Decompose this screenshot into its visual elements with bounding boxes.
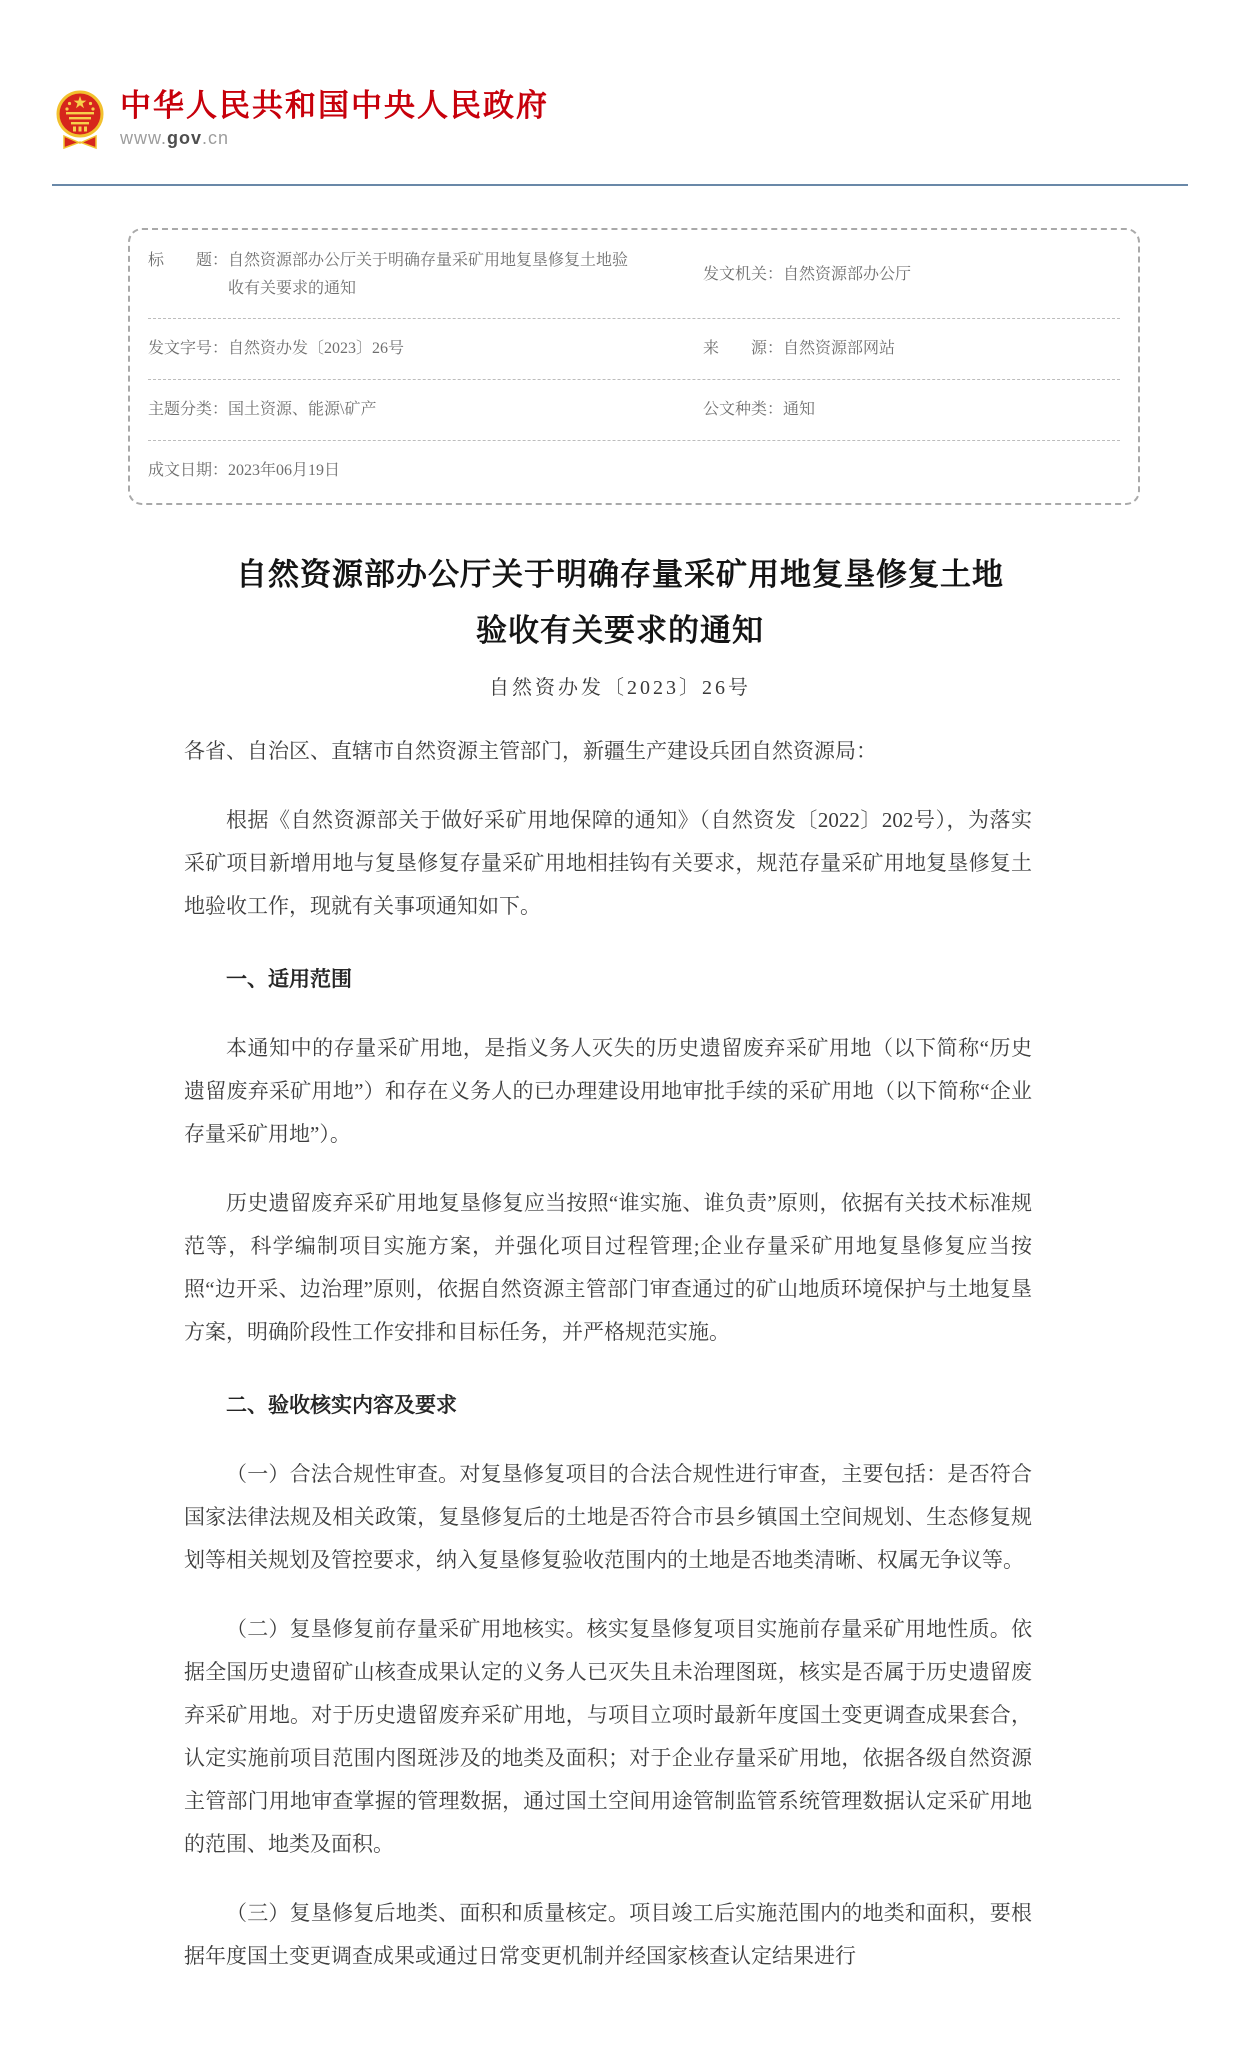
document-body — [184, 730, 1032, 2059]
meta-value-title: 自然资源部办公厅关于明确存量采矿用地复垦修复土地验收有关要求的通知 — [228, 252, 629, 297]
site-url: www.gov.cn — [120, 128, 230, 148]
section-heading-1: 一、适用范围 — [226, 967, 352, 991]
section-heading-2: 二、验收核实内容及要求 — [226, 1393, 457, 1417]
national-emblem-icon — [55, 88, 105, 152]
meta-value-written-date: 2023年06月19日 — [228, 462, 341, 479]
meta-row-date — [148, 441, 1120, 501]
meta-label-doc-type: 公文种类： — [703, 401, 784, 418]
meta-label-written-date: 成文日期： — [148, 462, 229, 479]
site-header — [0, 0, 1240, 152]
header-divider — [52, 184, 1188, 186]
meta-label-source: 来 源： — [703, 340, 784, 357]
meta-label-subject-category: 主题分类： — [148, 401, 229, 418]
meta-value-subject-category: 国土资源、能源\矿产 — [228, 401, 377, 418]
meta-label-doc-number: 发文字号： — [148, 340, 229, 357]
document-title: 自然资源部办公厅关于明确存量采矿用地复垦修复土地验收有关要求的通知 — [236, 557, 1004, 648]
meta-value-issuing-agency: 自然资源部办公厅 — [783, 266, 912, 283]
meta-row-title — [148, 232, 1120, 319]
paragraph-scope-definition: 本通知中的存量采矿用地，是指义务人灭失的历史遗留废弃采矿用地（以下简称“历史遗留废弃采矿用地”）和存在义务人的已办理建设用地审批手续的采矿用地（以下简称“企业存量采矿用地”）。 — [184, 1036, 1032, 1146]
gov-home-link[interactable] — [55, 88, 549, 152]
paragraph-item-3: （三）复垦修复后地类、面积和质量核定。项目竣工后实施范围内的地类和面积，要根据年度国土变更调查成果或通过日常变更机制并经国家核查认定结果进行 — [184, 1901, 1032, 1968]
meta-row-doc-number — [148, 319, 1120, 380]
meta-value-doc-type: 通知 — [783, 401, 816, 418]
document-number: 自然资办发〔2023〕26号 — [489, 677, 751, 699]
paragraph-item-2: （二）复垦修复前存量采矿用地核实。核实复垦修复项目实施前存量采矿用地性质。依据全国历史遗留矿山核查成果认定的义务人已灭失且未治理图斑，核实是否属于历史遗留废弃采矿用地。对于历史遗留废弃采矿用地，与项目立项时最新年度国土变更调查成果套合，认定实施前项目范围内图斑涉及的地类及面积；对于企业存量采矿用地，依据各级自然资源主管部门用地审查掌握的管理数据，通过国土空间用途管制监管系统管理数据认定采矿用地的范围、地类及面积。 — [184, 1617, 1032, 1856]
meta-row-category — [148, 380, 1120, 441]
meta-value-source: 自然资源部网站 — [783, 340, 896, 357]
paragraph-intro: 根据《自然资源部关于做好采矿用地保障的通知》（自然资发〔2022〕202号），为落实采矿项目新增用地与复垦修复存量采矿用地相挂钩有关要求，规范存量采矿用地复垦修复土地验收工作，现就有关事项通知如下。 — [184, 808, 1032, 918]
salutation: 各省、自治区、直辖市自然资源主管部门，新疆生产建设兵团自然资源局： — [184, 739, 877, 763]
paragraph-item-1: （一）合法合规性审查。对复垦修复项目的合法合规性进行审查，主要包括：是否符合国家法律法规及相关政策，复垦修复后的土地是否符合市县乡镇国土空间规划、生态修复规划等相关规划及管控要求，纳入复垦修复验收范围内的土地是否地类清晰、权属无争议等。 — [184, 1462, 1032, 1572]
meta-label-issuing-agency: 发文机关： — [703, 266, 784, 283]
meta-value-doc-number: 自然资办发〔2023〕26号 — [228, 340, 405, 357]
paragraph-scope-principles: 历史遗留废弃采矿用地复垦修复应当按照“谁实施、谁负责”原则，依据有关技术标准规范等，科学编制项目实施方案，并强化项目过程管理;企业存量采矿用地复垦修复应当按照“边开采、边治理”原则，依据自然资源主管部门审查通过的矿山地质环境保护与土地复垦方案，明确阶段性工作安排和目标任务，并严格规范实施。 — [184, 1191, 1032, 1344]
site-title: 中华人民共和国中央人民政府 — [120, 88, 549, 123]
meta-label-title: 标 题： — [148, 252, 229, 269]
document-meta-table — [128, 228, 1140, 505]
